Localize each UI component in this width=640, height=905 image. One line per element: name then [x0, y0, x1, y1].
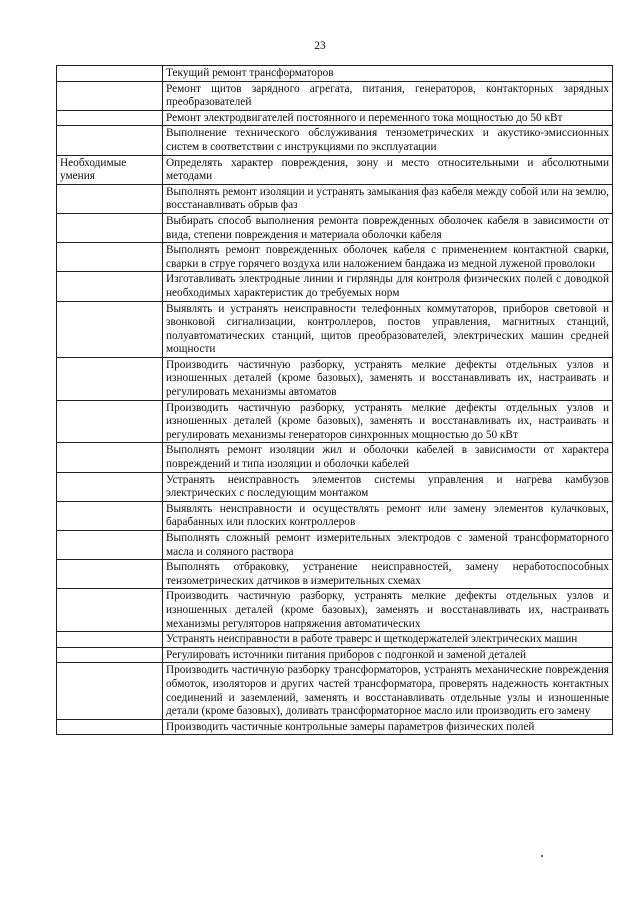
row-label	[57, 184, 163, 213]
table-row	[57, 301, 613, 357]
row-label	[57, 663, 163, 719]
table-row	[57, 400, 613, 443]
table-row	[57, 560, 613, 589]
table-row	[57, 663, 613, 719]
row-text: Выполнять ремонт изоляции и устранять замыкания фаз кабеля между собой или на землю, восстанавливать обрыв фаз	[163, 184, 613, 213]
row-text: Ремонт электродвигателей постоянного и переменного тока мощностью до 50 кВт	[163, 110, 613, 126]
row-text: Выполнять ремонт поврежденных оболочек кабеля с применением контактной сварки, сварки в струе горячего воздуха или наложением бандажа из медной луженой проволоки	[163, 243, 613, 272]
row-text: Выполнять ремонт изоляции жил и оболочки кабелей в зависимости от характера повреждений и типа изоляции и оболочки кабелей	[163, 443, 613, 472]
row-label	[57, 400, 163, 443]
row-text: Ремонт щитов зарядного агрегата, питания, генераторов, контакторных зарядных преобразователей	[163, 81, 613, 110]
table-row	[57, 531, 613, 560]
row-label	[57, 501, 163, 530]
row-text: Выбирать способ выполнения ремонта поврежденных оболочек кабеля в зависимости от вида, степени повреждения и материала оболочки кабеля	[163, 213, 613, 242]
table-row	[57, 589, 613, 632]
row-label	[57, 531, 163, 560]
table-row	[57, 719, 613, 735]
row-label	[57, 589, 163, 632]
row-label	[57, 81, 163, 110]
row-label	[57, 647, 163, 663]
row-text: Производить частичную разборку, устранять мелкие дефекты отдельных узлов и изношенных деталей (кроме базовых), заменять и восстанавливать их, настраивать и регулировать механизмы генераторов синхронных мощностью до 50 кВт	[163, 400, 613, 443]
table-row	[57, 110, 613, 126]
table-row	[57, 81, 613, 110]
row-text: Текущий ремонт трансформаторов	[163, 66, 613, 82]
row-label	[57, 272, 163, 301]
table-row	[57, 243, 613, 272]
row-text: Выполнять отбраковку, устранение неисправностей, замену неработоспособных тензометрических датчиков в измерительных схемах	[163, 560, 613, 589]
table-row	[57, 472, 613, 501]
row-text: Регулировать источники питания приборов с подгонкой и заменой деталей	[163, 647, 613, 663]
table-row	[57, 632, 613, 648]
table-row	[57, 501, 613, 530]
row-text: Устранять неисправности в работе траверс и щеткодержателей электрических машин	[163, 632, 613, 648]
row-text: Производить частичные контрольные замеры параметров физических полей	[163, 719, 613, 735]
row-label	[57, 213, 163, 242]
table-row	[57, 272, 613, 301]
row-text: Выполнение технического обслуживания тензометрических и акустико-эмиссионных систем в соответствии с инструкциями по эксплуатации	[163, 126, 613, 155]
table-row	[57, 155, 613, 184]
row-label	[57, 632, 163, 648]
row-label	[57, 357, 163, 400]
row-label	[57, 719, 163, 735]
row-label	[57, 243, 163, 272]
row-text: Производить частичную разборку, устранять мелкие дефекты отдельных узлов и изношенных деталей (кроме базовых), заменять и восстанавливать их, настраивать и регулировать механизмы автоматов	[163, 357, 613, 400]
row-label	[57, 110, 163, 126]
row-label	[57, 443, 163, 472]
row-text: Устранять неисправность элементов системы управления и нагрева камбузов электрических с последующим монтажом	[163, 472, 613, 501]
row-label	[57, 560, 163, 589]
table-row	[57, 126, 613, 155]
table-row	[57, 184, 613, 213]
row-text: Выполнять сложный ремонт измерительных электродов с заменой трансформаторного масла и соляного раствора	[163, 531, 613, 560]
table-row	[57, 647, 613, 663]
row-text: Выявлять неисправности и осуществлять ремонт или замену элементов кулачковых, барабанных или плоских контроллеров	[163, 501, 613, 530]
row-text: Производить частичную разборку трансформаторов, устранять механические повреждения обмоток, изоляторов и других частей трансформатора, проверять надежность контактных соединений и заземлений, заменять и восстанавливать отдельные узлы и изношенные детали (кроме базовых), доливать трансформаторное масло или производить его замену	[163, 663, 613, 719]
row-text: Изготавливать электродные линии и гирлянды для контроля физических полей с доводкой необходимых характеристик до требуемых норм	[163, 272, 613, 301]
row-text: Выявлять и устранять неисправности телефонных коммутаторов, приборов световой и звонковой сигнализации, контроллеров, постов управления, магнитных станций, полуавтоматических станций, щитов преобразователей, электрических машин средней мощности	[163, 301, 613, 357]
competency-table-body	[57, 66, 613, 735]
page-number: 23	[314, 40, 326, 52]
row-label	[57, 126, 163, 155]
row-label	[57, 301, 163, 357]
row-label	[57, 66, 163, 82]
table-row	[57, 357, 613, 400]
row-label	[57, 472, 163, 501]
table-row	[57, 443, 613, 472]
table-row	[57, 213, 613, 242]
row-text: Определять характер повреждения, зону и место относительными и абсолютными методами	[163, 155, 613, 184]
table-row	[57, 66, 613, 82]
competency-table	[56, 65, 613, 735]
section-label-required-skills: Необходимые умения	[57, 155, 163, 184]
row-text: Производить частичную разборку, устранять мелкие дефекты отдельных узлов и изношенных деталей (кроме базовых), заменять и восстанавливать их, настраивать механизмы регуляторов напряжения автоматических	[163, 589, 613, 632]
scan-speck	[541, 855, 543, 857]
